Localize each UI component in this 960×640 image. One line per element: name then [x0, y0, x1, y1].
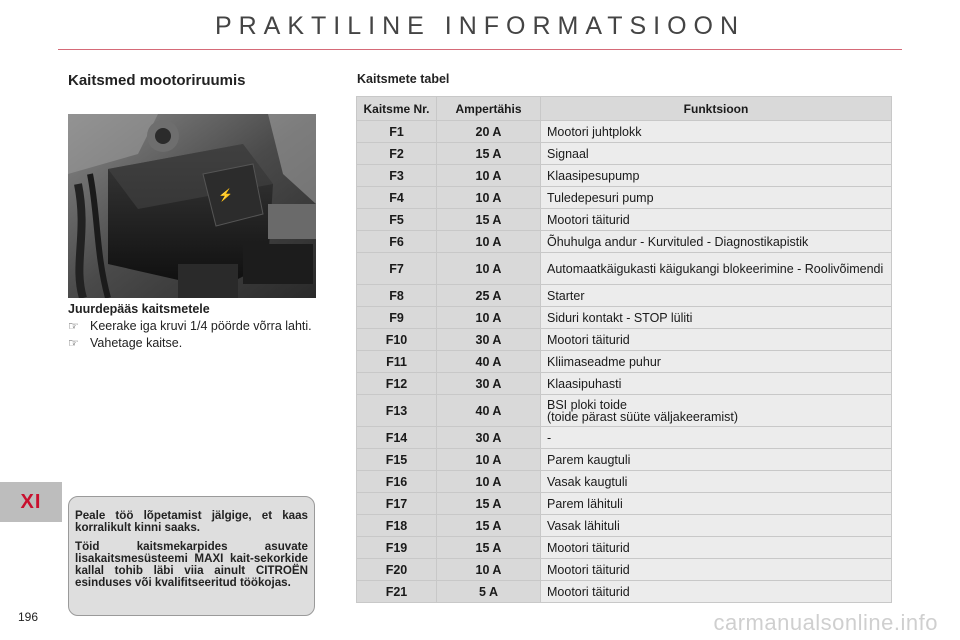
- amperage-cell: 10 A: [437, 253, 541, 285]
- table-row: [357, 187, 892, 209]
- chapter-tab: [0, 482, 62, 522]
- function-cell: Parem kaugtuli: [541, 449, 892, 471]
- fuse-number-cell: F8: [357, 285, 437, 307]
- function-cell: Klaasipuhasti: [541, 373, 892, 395]
- amperage-cell: 15 A: [437, 143, 541, 165]
- fuse-number-cell: F13: [357, 395, 437, 427]
- amperage-cell: 15 A: [437, 209, 541, 231]
- function-cell: Õhuhulga andur - Kurvituled - Diagnostikapistik: [541, 231, 892, 253]
- table-row: [357, 143, 892, 165]
- chapter-label: XI: [20, 490, 42, 513]
- table-row: [357, 121, 892, 143]
- amperage-cell: 30 A: [437, 329, 541, 351]
- fuse-table: [356, 96, 892, 603]
- table-row: [357, 427, 892, 449]
- table-row: [357, 285, 892, 307]
- header-fuse-number: Kaitsme Nr.: [357, 97, 437, 121]
- header-amperage: Ampertähis: [437, 97, 541, 121]
- fuse-number-cell: F12: [357, 373, 437, 395]
- function-cell: Kliimaseadme puhur: [541, 351, 892, 373]
- fuse-number-cell: F7: [357, 253, 437, 285]
- table-row: [357, 329, 892, 351]
- fuse-number-cell: F3: [357, 165, 437, 187]
- table-row: [357, 209, 892, 231]
- header-divider: [58, 49, 902, 50]
- access-title: Juurdepääs kaitsmetele: [68, 302, 210, 316]
- table-row: [357, 351, 892, 373]
- fuse-number-cell: F18: [357, 515, 437, 537]
- amperage-cell: 10 A: [437, 231, 541, 253]
- amperage-cell: 5 A: [437, 581, 541, 603]
- function-cell: Mootori juhtplokk: [541, 121, 892, 143]
- function-cell: Vasak lähituli: [541, 515, 892, 537]
- pointing-hand-icon: ☞: [68, 319, 79, 333]
- amperage-cell: 30 A: [437, 373, 541, 395]
- pointing-hand-icon: ☞: [68, 336, 79, 350]
- table-row: [357, 515, 892, 537]
- amperage-cell: 15 A: [437, 537, 541, 559]
- fuse-number-cell: F21: [357, 581, 437, 603]
- function-cell: Parem lähituli: [541, 493, 892, 515]
- table-row: [357, 449, 892, 471]
- amperage-cell: 20 A: [437, 121, 541, 143]
- fuse-box-illustration: [68, 114, 316, 298]
- table-row: [357, 253, 892, 285]
- function-cell: Tuledepesuri pump: [541, 187, 892, 209]
- watermark: carmanualsonline.info: [713, 610, 938, 635]
- table-row: [357, 165, 892, 187]
- fuse-number-cell: F2: [357, 143, 437, 165]
- instruction-step: [68, 337, 316, 349]
- amperage-cell: 10 A: [437, 449, 541, 471]
- fuse-number-cell: F20: [357, 559, 437, 581]
- header-function: Funktsioon: [541, 97, 892, 121]
- table-row: [357, 395, 892, 427]
- table-row: [357, 471, 892, 493]
- amperage-cell: 40 A: [437, 351, 541, 373]
- fuse-number-cell: F1: [357, 121, 437, 143]
- function-cell: Mootori täiturid: [541, 209, 892, 231]
- table-row: [357, 231, 892, 253]
- table-header-row: [357, 97, 892, 121]
- amperage-cell: 25 A: [437, 285, 541, 307]
- amperage-cell: 10 A: [437, 165, 541, 187]
- function-cell: BSI ploki toide (toide pärast süüte väljakeeramist): [541, 395, 892, 427]
- fuse-number-cell: F19: [357, 537, 437, 559]
- amperage-cell: 10 A: [437, 307, 541, 329]
- function-cell: Signaal: [541, 143, 892, 165]
- table-row: [357, 581, 892, 603]
- fuse-number-cell: F14: [357, 427, 437, 449]
- function-cell: Starter: [541, 285, 892, 307]
- warning-note: [68, 496, 315, 616]
- function-cell: Mootori täiturid: [541, 329, 892, 351]
- function-cell: Automaatkäigukasti käigukangi blokeerimine - Roolivõimendi: [541, 253, 892, 285]
- instruction-step: [68, 320, 316, 332]
- amperage-cell: 15 A: [437, 493, 541, 515]
- amperage-cell: 10 A: [437, 187, 541, 209]
- instruction-text: Keerake iga kruvi 1/4 pöörde võrra lahti.: [90, 319, 312, 333]
- function-cell: Mootori täiturid: [541, 537, 892, 559]
- amperage-cell: 40 A: [437, 395, 541, 427]
- table-row: [357, 493, 892, 515]
- function-cell: Vasak kaugtuli: [541, 471, 892, 493]
- table-row: [357, 559, 892, 581]
- function-cell: -: [541, 427, 892, 449]
- function-cell: Mootori täiturid: [541, 559, 892, 581]
- fuse-number-cell: F11: [357, 351, 437, 373]
- table-row: [357, 307, 892, 329]
- amperage-cell: 15 A: [437, 515, 541, 537]
- function-cell: Mootori täiturid: [541, 581, 892, 603]
- function-cell: Siduri kontakt - STOP lüliti: [541, 307, 892, 329]
- function-cell: Klaasipesupump: [541, 165, 892, 187]
- fuse-number-cell: F9: [357, 307, 437, 329]
- fuse-number-cell: F5: [357, 209, 437, 231]
- engine-fuse-box-photo: [68, 114, 316, 298]
- fuse-number-cell: F10: [357, 329, 437, 351]
- fuse-number-cell: F17: [357, 493, 437, 515]
- amperage-cell: 10 A: [437, 559, 541, 581]
- note-paragraph: Töid kaitsmekarpides asuvate lisakaitsmesüsteemi MAXI kait-sekorkide kallal tohib läbi viia ainult CITROËN esinduses või kvalifitseeritud töökojas.: [75, 540, 308, 589]
- page-title: PRAKTILINE INFORMATSIOON: [214, 12, 746, 40]
- table-row: [357, 373, 892, 395]
- note-paragraph: Peale töö lõpetamist jälgige, et kaas korralikult kinni saaks.: [75, 509, 308, 534]
- amperage-cell: 30 A: [437, 427, 541, 449]
- amperage-cell: 10 A: [437, 471, 541, 493]
- page-number: 196: [18, 610, 39, 624]
- fuse-number-cell: F6: [357, 231, 437, 253]
- instruction-text: Vahetage kaitse.: [90, 336, 183, 350]
- fuse-number-cell: F15: [357, 449, 437, 471]
- section-title: Kaitsmed mootoriruumis: [68, 72, 246, 89]
- svg-text:⚡: ⚡: [218, 188, 233, 202]
- table-title: Kaitsmete tabel: [357, 72, 450, 86]
- table-row: [357, 537, 892, 559]
- fuse-number-cell: F16: [357, 471, 437, 493]
- fuse-number-cell: F4: [357, 187, 437, 209]
- fuse-access-instructions: [68, 302, 316, 354]
